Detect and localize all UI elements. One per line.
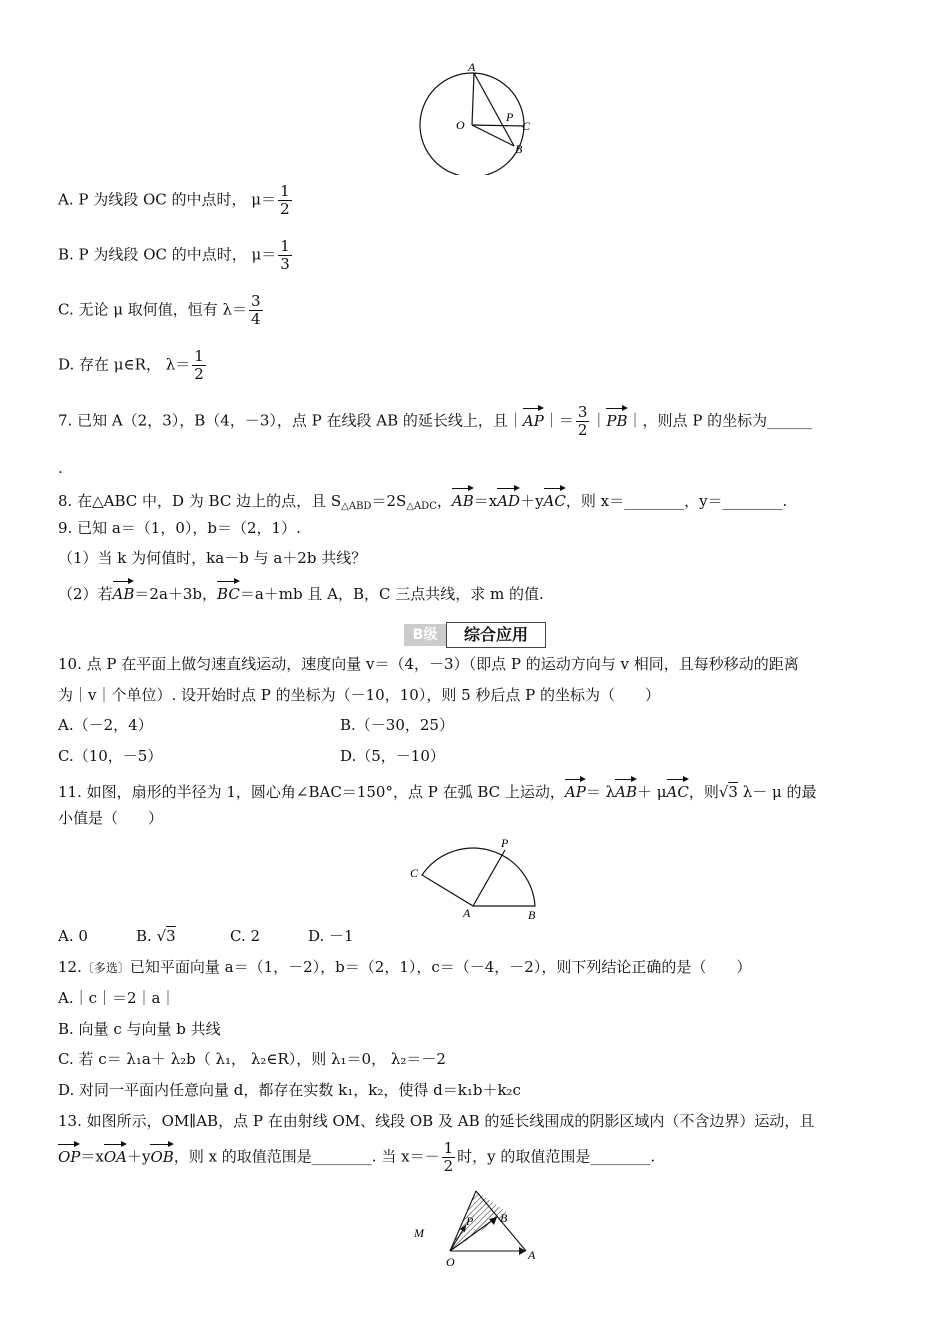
shaded-region-figure	[408, 1185, 548, 1270]
question-10-line-1: 10. 点 P 在平面上做匀速直线运动，速度向量 v＝（4，－3）（即点 P 的运动方向与 v 相同，且每秒移动的距离	[58, 655, 799, 673]
question-11-line-1: 11. 如图，扇形的半径为 1，圆心角∠BAC＝150°，点 P 在弧 BC 上运动，AP＝ λAB＋ μAC，则√3 λ－ μ 的最	[58, 776, 817, 802]
q6-option-c: C. 无论 μ 取何值，恒有 λ＝ $\frac{3}{4}$	[58, 292, 261, 328]
q12-option-b: B. 向量 c 与向量 b 共线	[58, 1020, 221, 1038]
q10-option-a: A.（－2，4）	[58, 716, 153, 734]
question-8: 8. 在△ABC 中，D 为 BC 边上的点，且 $S_{\triangle ABD}=2S_{\triangle ADC}$，AB＝xAD＋yAC，则 x＝________，y＝________.	[58, 485, 787, 517]
fig2-label-A: A	[463, 906, 471, 920]
question-7: 7. 已知 A（2，3），B（4，－3），点 P 在线段 AB 的延长线上，且｜AP｜＝ $\frac{3}{2}$ ｜PB｜，则点 P 的坐标为______	[58, 403, 813, 439]
vector-ac: AC	[667, 776, 689, 802]
multi-select-tag: 〔多选〕	[81, 961, 130, 975]
q11-option-d: D. －1	[308, 927, 354, 945]
question-9-part-1: （1）当 k 为何值时，ka－b 与 a＋2b 共线？	[58, 549, 367, 567]
fraction: $\frac{1}{3}$	[280, 237, 290, 273]
fig3-label-P: P	[466, 1214, 474, 1228]
fraction: $\frac{3}{4}$	[251, 292, 261, 328]
question-7-tail: .	[58, 459, 63, 477]
vector-oa: OA	[104, 1141, 127, 1167]
vector-ab: AB	[113, 578, 135, 604]
question-13-line-2: OP＝xOA＋yOB，则 x 的取值范围是________. 当 x＝－ $\frac{1}{2}$ 时，y 的取值范围是________.	[58, 1139, 656, 1175]
fig3-label-O: O	[446, 1255, 455, 1269]
section-badge	[404, 622, 552, 648]
fig2-label-B: B	[528, 908, 536, 922]
fraction: $\frac{1}{2}$	[280, 182, 290, 218]
section-title: 综合应用	[446, 622, 546, 648]
fraction: $\frac{3}{2}$	[577, 403, 588, 439]
fig1-label-P: P	[506, 110, 514, 124]
fig1-label-O: O	[456, 118, 465, 132]
section-level: B级	[404, 624, 446, 646]
vector-ab: AB	[452, 485, 474, 511]
q10-option-b: B.（－30，25）	[340, 716, 454, 734]
vector-ad: AD	[497, 485, 520, 511]
fraction: $\frac{1}{2}$	[194, 347, 204, 383]
vector-ob: OB	[150, 1141, 173, 1167]
q10-option-d: D.（5，－10）	[340, 747, 445, 765]
vector-ab: AB	[615, 776, 637, 802]
q11-option-c: C. 2	[230, 927, 261, 945]
question-9-part-2: （2）若AB＝2a＋3b，BC＝a＋mb 且 A，B，C 三点共线，求 m 的值.	[58, 578, 544, 604]
question-10-line-2: 为｜v｜个单位）. 设开始时点 P 的坐标为（－10，10），则 5 秒后点 P 的坐标为（ ）	[58, 686, 661, 704]
circle-figure	[410, 60, 550, 175]
sqrt-sign: √	[718, 783, 729, 801]
vector-pb: PB	[606, 405, 627, 431]
fig1-label-B: B	[515, 142, 523, 156]
fig2-label-P: P	[501, 836, 509, 850]
sector-figure	[405, 835, 555, 925]
q11-option-b: B. √3	[136, 927, 176, 945]
question-9-stem: 9. 已知 a＝（1，0），b＝（2，1）.	[58, 519, 301, 537]
vector-bc: BC	[217, 578, 240, 604]
vector-ap: AP	[523, 405, 544, 431]
fig3-label-M: M	[414, 1226, 424, 1240]
question-12: 12.〔多选〕已知平面向量 a＝（1，－2），b＝（2，1），c＝（－4，－2），则下列结论正确的是（ ）	[58, 958, 752, 976]
q6-option-a: A. P 为线段 OC 的中点时， μ＝ $\frac{1}{2}$	[58, 182, 290, 218]
q12-option-a: A.｜c｜＝2｜a｜	[58, 989, 176, 1007]
fig1-label-A: A	[468, 60, 476, 74]
fig1-label-C: C	[522, 119, 531, 133]
question-11-line-2: 小值是（ ）	[58, 809, 164, 827]
fig3-label-B: B	[500, 1211, 508, 1225]
vector-op: OP	[58, 1141, 80, 1167]
q11-option-a: A. 0	[58, 927, 88, 945]
fig2-label-C: C	[410, 866, 419, 880]
q10-option-c: C.（10，－5）	[58, 747, 163, 765]
vector-ap: AP	[565, 776, 586, 802]
q12-option-c: C. 若 c＝ λ₁a＋ λ₂b（ λ₁， λ₂∈R），则 λ₁＝0， λ₂＝－2	[58, 1050, 446, 1068]
q6-option-d: D. 存在 μ∈R， λ＝ $\frac{1}{2}$	[58, 347, 204, 383]
q12-option-d: D. 对同一平面内任意向量 d，都存在实数 k₁，k₂，使得 d＝k₁b＋k₂c	[58, 1081, 521, 1099]
q6-option-b: B. P 为线段 OC 的中点时， μ＝ $\frac{1}{3}$	[58, 237, 290, 273]
sqrt-sign: √	[156, 927, 167, 945]
fig3-label-A: A	[528, 1248, 536, 1262]
question-13-line-1: 13. 如图所示，OM∥AB，点 P 在由射线 OM、线段 OB 及 AB 的延长线围成的阴影区域内（不含边界）运动，且	[58, 1112, 815, 1130]
vector-ac: AC	[544, 485, 566, 511]
fraction: $\frac{1}{2}$	[443, 1139, 454, 1175]
